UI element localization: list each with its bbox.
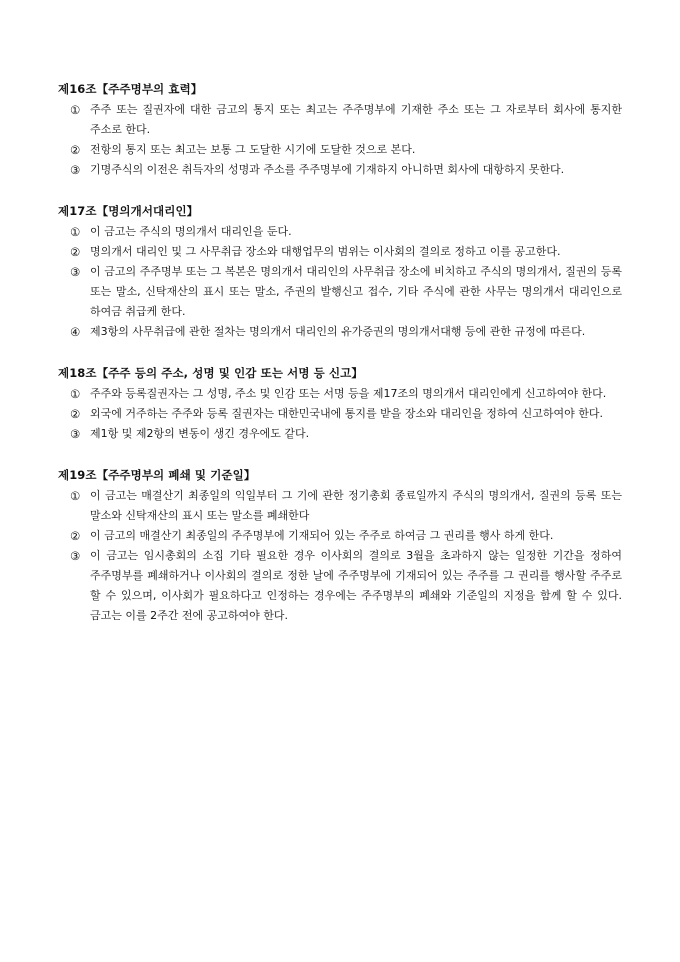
item-number: ① [70, 489, 81, 503]
item-text: 이 금고는 매결산기 최종일의 익일부터 그 기에 관한 정기총회 종료일까지 주식의 명의개서, 질권의 등록 또는 말소와 신탁재산의 표시 또는 말소를 폐쇄한다 [90, 489, 622, 522]
item-number: ③ [70, 549, 81, 563]
item-number: ③ [70, 265, 81, 279]
article-title: 제16조【주주명부의 효력】 [58, 82, 203, 96]
article-item [58, 322, 622, 342]
item-text: 외국에 거주하는 주주와 등록 질권자는 대한민국내에 통지를 받을 장소와 대리인을 정하여 신고하여야 한다. [90, 407, 603, 420]
item-text: 주주 또는 질권자에 대한 금고의 통지 또는 최고는 주주명부에 기재한 주소 또는 그 자로부터 회사에 통지한 주소로 한다. [90, 103, 622, 136]
article-19 [58, 466, 622, 626]
item-number: ③ [70, 163, 81, 177]
article-item [58, 242, 622, 262]
article-item [58, 160, 622, 180]
item-text: 전항의 통지 또는 최고는 보통 그 도달한 시기에 도달한 것으로 본다. [90, 143, 416, 156]
article-title: 제17조【명의개서대리인】 [58, 204, 199, 218]
item-number: ② [70, 529, 81, 543]
article-16 [58, 80, 622, 180]
item-number: ② [70, 245, 81, 259]
item-text: 명의개서 대리인 및 그 사무취급 장소와 대행업무의 범위는 이사회의 결의로 정하고 이를 공고한다. [90, 245, 561, 258]
article-item [58, 486, 622, 526]
article-item [58, 140, 622, 160]
article-title: 제19조【주주명부의 폐쇄 및 기준일】 [58, 468, 256, 482]
article-item [58, 546, 622, 626]
article-17 [58, 202, 622, 342]
item-text: 이 금고는 임시총회의 소집 기타 필요한 경우 이사회의 결의로 3월을 초과하지 않는 일정한 기간을 정하여 주주명부를 폐쇄하거나 이사회의 결의로 정한 날에 주주명부에 기재되어 있는 주주를 그 권리를 행사할 주주로 할 수 있으며, 이사회가 필요하다고 인정하는 경우에는 주주명부의 폐쇄와 기준일의 지정을 함께 할 수 있다. 금고는 이를 2주간 전에 공고하여야 한다. [90, 549, 622, 622]
article-item [58, 404, 622, 424]
item-text: 이 금고의 매결산기 최종일의 주주명부에 기재되어 있는 주주로 하여금 그 권리를 행사 하게 한다. [90, 529, 554, 542]
article-item [58, 424, 622, 444]
item-text: 제1항 및 제2항의 변동이 생긴 경우에도 같다. [90, 427, 310, 440]
item-text: 제3항의 사무취급에 관한 절차는 명의개서 대리인의 유가증권의 명의개서대행 등에 관한 규정에 따른다. [90, 325, 586, 338]
article-item [58, 384, 622, 404]
article-item [58, 262, 622, 322]
item-number: ① [70, 225, 81, 239]
item-number: ① [70, 103, 81, 117]
article-18 [58, 364, 622, 444]
item-text: 주주와 등록질권자는 그 성명, 주소 및 인감 또는 서명 등을 제17조의 명의개서 대리인에게 신고하여야 한다. [90, 387, 607, 400]
item-text: 이 금고의 주주명부 또는 그 복본은 명의개서 대리인의 사무취급 장소에 비치하고 주식의 명의개서, 질권의 등록 또는 말소, 신탁재산의 표시 또는 말소, 주권의 발행신고 접수, 기타 주식에 관한 사무는 명의개서 대리인으로 하여금 취급케 한다. [90, 265, 622, 318]
item-text: 기명주식의 이전은 취득자의 성명과 주소를 주주명부에 기재하지 아니하면 회사에 대항하지 못한다. [90, 163, 565, 176]
article-item [58, 222, 622, 242]
item-number: ② [70, 143, 81, 157]
item-text: 이 금고는 주식의 명의개서 대리인을 둔다. [90, 225, 292, 238]
item-number: ② [70, 407, 81, 421]
article-item [58, 100, 622, 140]
article-title: 제18조【주주 등의 주소, 성명 및 인감 또는 서명 등 신고】 [58, 366, 363, 380]
article-item [58, 526, 622, 546]
item-number: ④ [70, 325, 81, 339]
item-number: ③ [70, 427, 81, 441]
item-number: ① [70, 387, 81, 401]
